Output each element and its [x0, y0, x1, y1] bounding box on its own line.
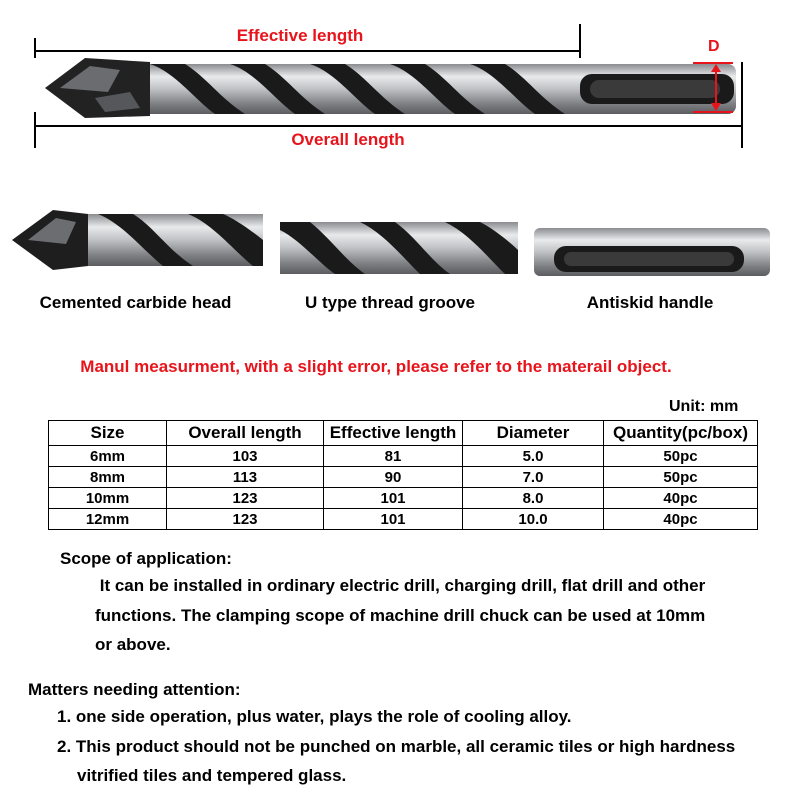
panel-caption-antiskid-handle: Antiskid handle: [586, 293, 714, 312]
cell-quantity: 50pc: [604, 467, 758, 488]
cell-quantity: 40pc: [604, 509, 758, 530]
cell-overall-length: 103: [167, 446, 324, 467]
cell-effective-length: 101: [324, 488, 463, 509]
cell-overall-length: 123: [167, 488, 324, 509]
cell-size: 8mm: [49, 467, 167, 488]
scope-line: It can be installed in ordinary electric drill, charging drill, flat drill and other: [95, 576, 706, 595]
table-row: [49, 488, 758, 509]
table-row: [49, 467, 758, 488]
scope-line: functions. The clamping scope of machine drill chuck can be used at 10mm: [95, 605, 706, 625]
unit-label: Unit: mm: [669, 398, 739, 415]
antiskid-handle-icon: [534, 224, 774, 280]
cell-effective-length: 101: [324, 509, 463, 530]
cell-size: 6mm: [49, 446, 167, 467]
cell-overall-length: 123: [167, 509, 324, 530]
scope-body: [95, 571, 775, 660]
cell-effective-length: 90: [324, 467, 463, 488]
measurement-warning: Manul measurment, with a slight error, please refer to the materail object.: [80, 357, 672, 376]
cell-quantity: 50pc: [604, 446, 758, 467]
cell-diameter: 7.0: [463, 467, 604, 488]
cell-quantity: 40pc: [604, 488, 758, 509]
cell-effective-length: 81: [324, 446, 463, 467]
cell-overall-length: 113: [167, 467, 324, 488]
cell-size: 12mm: [49, 509, 167, 530]
table-row: [49, 509, 758, 530]
specification-table: [48, 420, 758, 530]
header-diameter: Diameter: [463, 421, 604, 446]
attention-item-2-continued: vitrified tiles and tempered glass.: [77, 766, 347, 785]
header-quantity: Quantity(pc/box): [604, 421, 758, 446]
header-overall-length: Overall length: [167, 421, 324, 446]
cell-diameter: 10.0: [463, 509, 604, 530]
overall-length-label: Overall length: [291, 130, 405, 149]
cell-size: 10mm: [49, 488, 167, 509]
panel-caption-thread-groove: U type thread groove: [304, 293, 476, 312]
scope-title: Scope of application:: [60, 549, 232, 568]
table-row: [49, 446, 758, 467]
scope-line: or above.: [95, 635, 171, 654]
effective-length-label: Effective length: [236, 26, 364, 45]
table-header-row: [49, 421, 758, 446]
attention-list: [57, 702, 787, 791]
drill-bit-icon: [45, 58, 736, 118]
header-size: Size: [49, 421, 167, 446]
thread-groove-drill-icon: [280, 220, 518, 278]
cell-diameter: 5.0: [463, 446, 604, 467]
attention-item-2: 2. This product should not be punched on marble, all ceramic tiles or high hardness: [57, 736, 736, 756]
diameter-label: D: [708, 38, 720, 55]
carbide-head-drill-icon: [8, 200, 263, 280]
attention-item-1: 1. one side operation, plus water, plays the role of cooling alloy.: [57, 707, 572, 726]
panel-caption-carbide-head: Cemented carbide head: [39, 293, 232, 312]
attention-title: Matters needing attention:: [28, 680, 241, 699]
cell-diameter: 8.0: [463, 488, 604, 509]
header-effective-length: Effective length: [324, 421, 463, 446]
